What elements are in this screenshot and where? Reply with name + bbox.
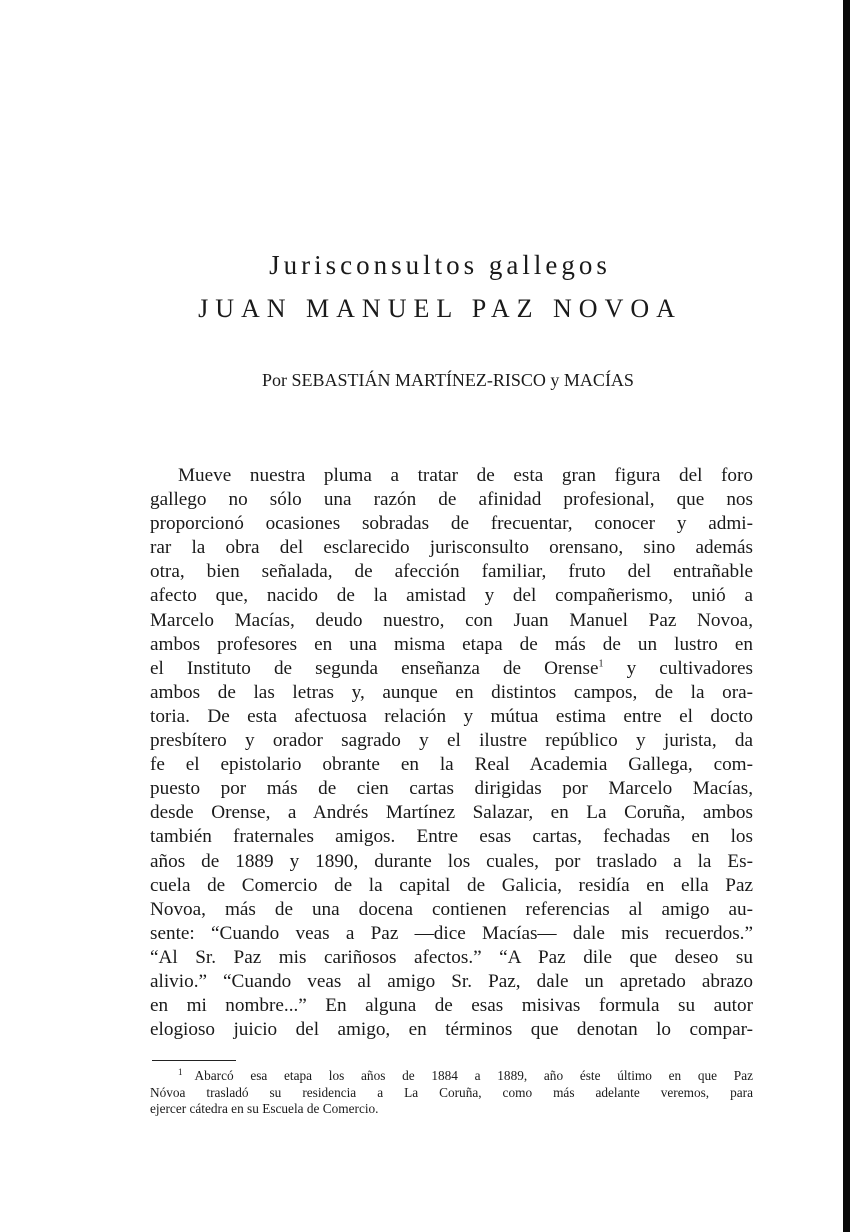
body-line: en mi nombre...” En alguna de esas misivas formula su autor bbox=[150, 995, 753, 1017]
body-line: sente: “Cuando veas a Paz —dice Macías— dale mis recuerdos.” bbox=[150, 922, 753, 944]
body-line: elogioso juicio del amigo, en términos que denotan lo compar- bbox=[150, 1019, 753, 1041]
footnote-line: Nóvoa trasladó su residencia a La Coruña, como más adelante veremos, para bbox=[150, 1084, 753, 1100]
body-line-part: y cultivadores bbox=[626, 657, 753, 679]
body-line: ambos profesores en una misma etapa de más de un lustro en bbox=[150, 633, 753, 655]
body-line: cuela de Comercio de la capital de Galicia, residía en ella Paz bbox=[150, 874, 753, 896]
footnote-line bbox=[150, 1068, 753, 1085]
series-title: Jurisconsultos gallegos bbox=[269, 250, 611, 280]
body-text bbox=[150, 464, 753, 1042]
body-line: también fraternales amigos. Entre esas cartas, fechadas en los bbox=[150, 826, 753, 848]
article-title: JUAN MANUEL PAZ NOVOA bbox=[198, 294, 682, 323]
footnote-line-text: Abarcó esa etapa los años de 1884 a 1889, año éste último en que Paz bbox=[194, 1068, 753, 1083]
byline: Por SEBASTIÁN MARTÍNEZ-RISCO y MACÍAS bbox=[262, 370, 634, 390]
body-line: afecto que, nacido de la amistad y del compañerismo, unió a bbox=[150, 585, 753, 607]
body-line: Mueve nuestra pluma a tratar de esta gran figura del foro bbox=[178, 465, 753, 486]
footnote bbox=[150, 1068, 753, 1118]
footnote-line: ejercer cátedra en su Escuela de Comercio. bbox=[150, 1101, 379, 1116]
body-line-with-footnote bbox=[150, 657, 753, 681]
body-line: Novoa, más de una docena contienen referencias al amigo au- bbox=[150, 898, 753, 920]
page-edge-shadow bbox=[843, 0, 850, 1232]
body-line: puesto por más de cien cartas dirigidas por Marcelo Macías, bbox=[150, 778, 753, 800]
body-line: Marcelo Macías, deudo nuestro, con Juan Manuel Paz Novoa, bbox=[150, 609, 753, 631]
body-line: otra, bien señalada, de afección familiar, fruto del entrañable bbox=[150, 561, 753, 583]
body-line: ambos de las letras y, aunque en distintos campos, de la ora- bbox=[150, 681, 753, 703]
body-line-part: el Instituto de segunda enseñanza de Orense bbox=[150, 657, 599, 679]
body-line: proporcionó ocasiones sobradas de frecuentar, conocer y admi- bbox=[150, 513, 753, 535]
body-line: alivio.” “Cuando veas al amigo Sr. Paz, dale un apretado abrazo bbox=[150, 970, 753, 992]
body-line: desde Orense, a Andrés Martínez Salazar, en La Coruña, ambos bbox=[150, 802, 753, 824]
body-line: rar la obra del esclarecido jurisconsulto orensano, sino además bbox=[150, 537, 753, 559]
footnote-divider bbox=[152, 1060, 236, 1061]
body-line: presbítero y orador sagrado y el ilustre repúblico y jurista, da bbox=[150, 730, 753, 752]
body-line: años de 1889 y 1890, durante los cuales, por traslado a la Es- bbox=[150, 850, 753, 872]
body-line: fe el epistolario obrante en la Real Academia Gallega, com- bbox=[150, 754, 753, 776]
body-line: gallego no sólo una razón de afinidad profesional, que nos bbox=[150, 489, 753, 511]
body-line: “Al Sr. Paz mis cariñosos afectos.” “A Paz dile que deseo su bbox=[150, 946, 753, 968]
body-line: toria. De esta afectuosa relación y mútua estima entre el docto bbox=[150, 705, 753, 727]
footnote-reference[interactable]: 1 bbox=[598, 658, 604, 670]
footnote-marker: 1 bbox=[178, 1066, 183, 1077]
